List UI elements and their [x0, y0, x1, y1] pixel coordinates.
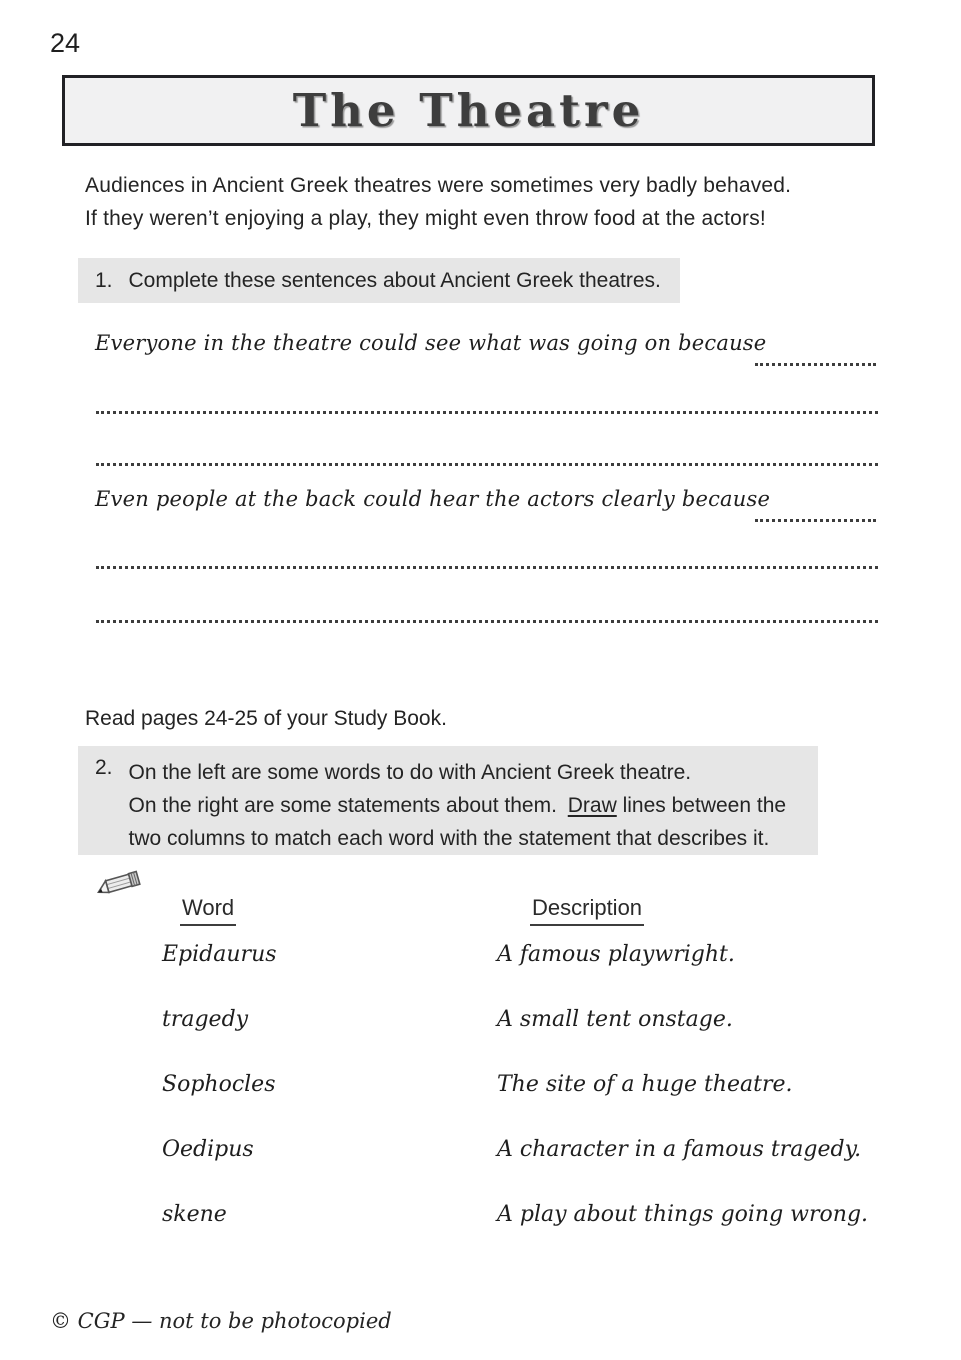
question-2-header: [78, 746, 818, 855]
answer-line-short-1[interactable]: [755, 363, 876, 366]
question-2-line-3: two columns to match each word with the statement that describes it.: [128, 827, 770, 850]
question-1-header: [78, 258, 680, 303]
intro-line-1: Audiences in Ancient Greek theatres were sometimes very badly behaved.: [85, 174, 792, 197]
study-book-note: Read pages 24-25 of your Study Book.: [85, 707, 447, 730]
match-word-epidaurus[interactable]: Epidaurus: [162, 942, 277, 967]
pencil-icon: [93, 863, 147, 905]
question-2-number: 2.: [95, 756, 113, 779]
question-2-line-2-pre: On the right are some statements about them.: [128, 794, 563, 817]
match-word-oedipus[interactable]: Oedipus: [162, 1137, 254, 1162]
answer-line-1[interactable]: [96, 411, 878, 414]
answer-line-4[interactable]: [96, 620, 878, 623]
match-word-skene[interactable]: skene: [162, 1202, 227, 1227]
match-word-tragedy[interactable]: tragedy: [162, 1007, 249, 1032]
intro-line-2: If they weren’t enjoying a play, they might even throw food at the actors!: [85, 207, 766, 230]
page-number: 24: [50, 28, 81, 58]
match-word-sophocles[interactable]: Sophocles: [162, 1072, 276, 1097]
question-1-text: Complete these sentences about Ancient Greek theatres.: [128, 268, 661, 292]
answer-line-2[interactable]: [96, 463, 878, 466]
match-row: [162, 942, 735, 967]
sentence-prompt-2: Even people at the back could hear the actors clearly because: [95, 487, 771, 511]
description-column-header: Description: [530, 895, 644, 926]
draw-underlined-word: Draw: [567, 794, 617, 817]
sentence-prompt-1: Everyone in the theatre could see what was going on because: [95, 331, 767, 355]
title-box: [62, 75, 875, 146]
match-description-2[interactable]: A small tent onstage.: [497, 1007, 733, 1032]
copyright-footer: © CGP — not to be photocopied: [50, 1309, 392, 1333]
question-2-text: [129, 756, 787, 855]
question-2-line-2-post: lines between the: [616, 794, 787, 817]
match-description-3[interactable]: The site of a huge theatre.: [497, 1072, 793, 1097]
answer-line-short-2[interactable]: [755, 519, 876, 522]
match-description-5[interactable]: A play about things going wrong.: [497, 1202, 869, 1227]
match-row: [162, 1202, 868, 1227]
question-1-number: 1.: [95, 268, 113, 292]
match-description-4[interactable]: A character in a famous tragedy.: [497, 1137, 862, 1162]
page-title: The Theatre: [292, 84, 645, 137]
answer-line-3[interactable]: [96, 566, 878, 569]
match-row: [162, 1007, 733, 1032]
match-description-1[interactable]: A famous playwright.: [497, 942, 735, 967]
word-column-header: Word: [180, 895, 236, 926]
question-2-line-2: [129, 789, 787, 822]
match-row: [162, 1137, 861, 1162]
question-2-line-1: On the left are some words to do with Ancient Greek theatre.: [128, 761, 692, 784]
match-row: [162, 1072, 792, 1097]
